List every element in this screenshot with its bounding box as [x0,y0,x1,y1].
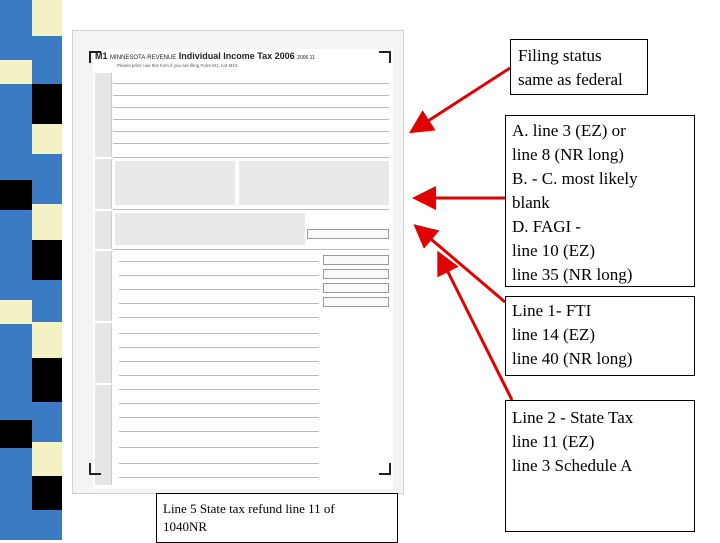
callout-text: line 35 (NR long) [512,265,633,284]
callout-text: A. line 3 (EZ) or [512,121,626,140]
form-subheader: Please print; use this form if you are filing Form M1, not M1X. [117,63,240,68]
callout-text: 1040NR [163,519,208,534]
arrow-filing-status [414,68,510,130]
callout-text: line 10 (EZ) [512,241,596,260]
callout-text: same as federal [518,70,623,89]
callout-text: Line 2 - State Tax [512,408,634,427]
form-number: M1 [95,51,108,61]
callout-filing-status [510,39,648,95]
form-code: 2006 11 [297,55,315,61]
callout-line3 [505,115,695,287]
form-title: Individual Income Tax 2006 [178,51,295,61]
callout-line2 [505,400,695,532]
callout-text: line 3 Schedule A [512,456,633,475]
callout-line5 [156,493,398,543]
callout-text: line 40 (NR long) [512,349,633,368]
callout-text: line 14 (EZ) [512,325,596,344]
callout-text: Line 1- FTI [512,301,592,320]
callout-text: line 11 (EZ) [512,432,595,451]
callout-text: D. FAGI - [512,217,582,236]
callout-text: Filing status [518,46,602,65]
arrow-line1 [418,228,505,302]
callout-text: blank [512,193,550,212]
callout-text: line 8 (NR long) [512,145,624,164]
form-brand: MINNESOTA·REVENUE [110,55,177,61]
callout-line1 [505,296,695,376]
callout-text: Line 5 State tax refund line 11 of [163,501,335,516]
callout-text: B. - C. most likely [512,169,638,188]
